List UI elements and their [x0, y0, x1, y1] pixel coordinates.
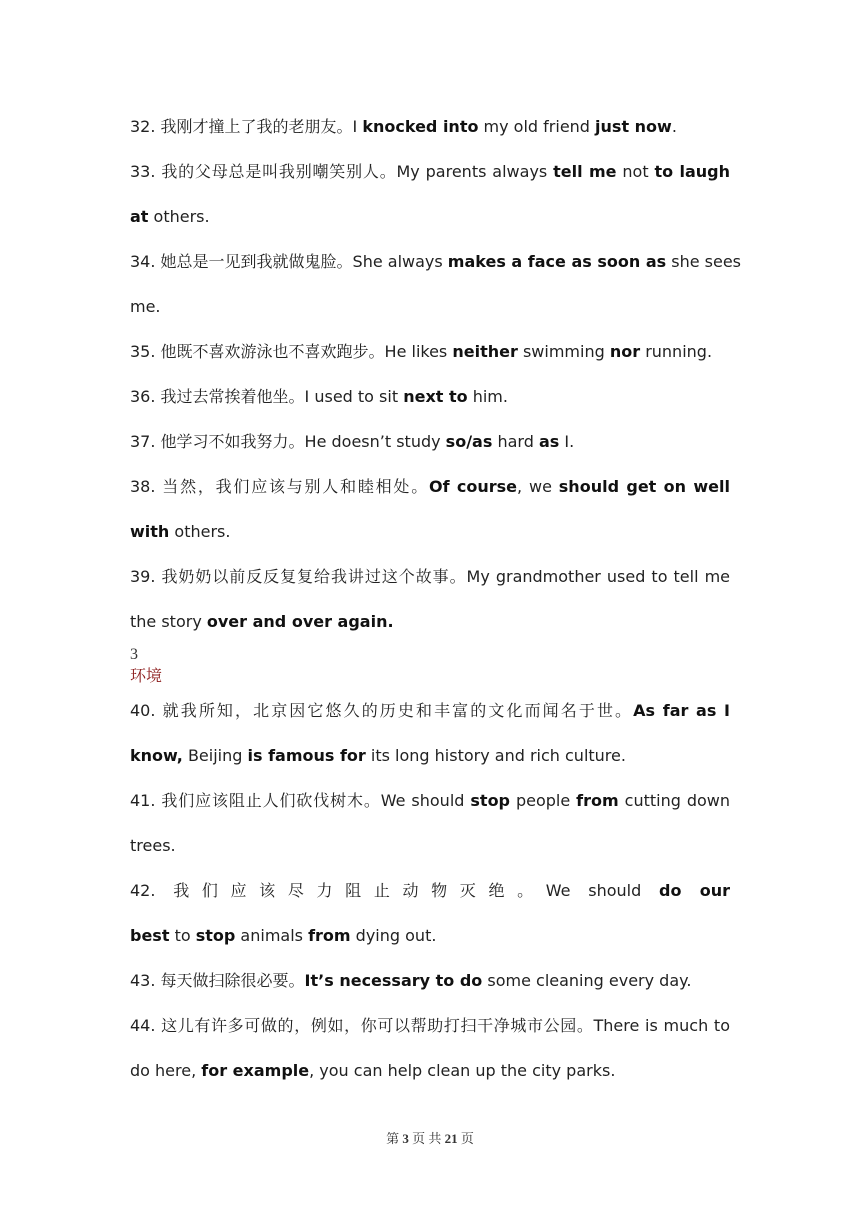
bold-phrase: for example [201, 1061, 310, 1080]
sentence-item [130, 104, 730, 149]
bold-phrase: knocked into [362, 117, 479, 136]
text-segment: 36. 我过去常挨着他坐。I used to sit [130, 387, 404, 406]
bold-phrase: at [130, 207, 149, 226]
sentence-item [130, 554, 730, 644]
text-segment: 44. 这儿有许多可做的，例如，你可以帮助打扫干净城市公园。There is much to [130, 1016, 730, 1035]
text-segment: 34. 她总是一见到我就做鬼脸。She always [130, 252, 448, 271]
bold-phrase: should get on well [558, 477, 730, 496]
bold-phrase: tell me [553, 162, 617, 181]
bold-phrase: best [130, 926, 170, 945]
bold-phrase: to laugh [654, 162, 730, 181]
text-segment: 39. 我奶奶以前反反复复给我讲过这个故事。My grandmother used to tell me [130, 567, 730, 586]
sentence-line [130, 374, 730, 419]
sentence-list-1 [130, 104, 741, 644]
sentence-line [130, 239, 741, 284]
text-segment: me. [130, 297, 161, 316]
text-segment: I. [559, 432, 575, 451]
sentence-line [130, 1048, 730, 1093]
sentence-line [130, 149, 730, 194]
text-segment: 35. 他既不喜欢游泳也不喜欢跑步。He likes [130, 342, 453, 361]
sentence-item [130, 1003, 730, 1093]
bold-phrase: do our [659, 881, 730, 900]
footer-prefix: 第 [386, 1131, 400, 1146]
sentence-line [130, 194, 730, 239]
text-segment: others. [148, 207, 210, 226]
bold-phrase: just now [595, 117, 672, 136]
sentence-line [130, 329, 730, 374]
sentence-line [130, 509, 730, 554]
text-segment: not [616, 162, 655, 181]
sentence-line [130, 778, 730, 823]
bold-phrase: nor [609, 342, 641, 361]
bold-phrase: with [130, 522, 170, 541]
text-segment: she sees [666, 252, 741, 271]
sentence-item [130, 688, 730, 778]
text-segment: running. [640, 342, 713, 361]
text-segment: others. [169, 522, 231, 541]
text-segment: trees. [130, 836, 176, 855]
text-segment: , we [517, 477, 559, 496]
sentence-line [130, 688, 730, 733]
bold-phrase: As far as I [633, 701, 730, 720]
text-segment: , you can help clean up the city parks. [309, 1061, 616, 1080]
section-heading [130, 644, 730, 688]
text-segment: cutting down [618, 791, 730, 810]
footer-suffix: 页 [460, 1131, 474, 1146]
text-segment: its long history and rich culture. [365, 746, 626, 765]
sentence-item [130, 329, 730, 374]
bold-phrase: over and over again. [206, 612, 394, 631]
text-segment: do here, [130, 1061, 202, 1080]
sentence-list-2 [130, 688, 730, 1093]
sentence-item [130, 778, 730, 868]
sentence-line [130, 913, 730, 958]
sentence-item [130, 149, 730, 239]
text-segment: 38. 当然，我们应该与别人和睦相处。 [130, 477, 429, 496]
section-title: 环境 [130, 668, 163, 685]
text-segment: Beijing [182, 746, 248, 765]
page-footer [0, 1128, 860, 1147]
bold-phrase: stop [470, 791, 511, 810]
text-segment: . [671, 117, 677, 136]
text-segment: him. [467, 387, 508, 406]
sentence-line [130, 464, 730, 509]
text-segment: 40. 就我所知，北京因它悠久的历史和丰富的文化而闻名于世。 [130, 701, 634, 720]
sentence-line [130, 958, 730, 1003]
sentence-line [130, 104, 730, 149]
bold-phrase: is famous for [247, 746, 366, 765]
text-segment: to [169, 926, 196, 945]
text-segment: 32. 我刚才撞上了我的老朋友。I [130, 117, 363, 136]
bold-phrase: It’s necessary to do [304, 971, 483, 990]
sentence-line [130, 823, 730, 868]
bold-phrase: from [576, 791, 619, 810]
bold-phrase: Of course [428, 477, 518, 496]
text-segment: people [510, 791, 577, 810]
page-content [130, 104, 741, 1093]
bold-phrase: so/as [445, 432, 493, 451]
sentence-line [130, 554, 730, 599]
text-segment: 43. 每天做扫除很必要。 [130, 971, 305, 990]
sentence-item [130, 239, 741, 329]
text-segment: 33. 我的父母总是叫我别嘲笑别人。My parents always [130, 162, 554, 181]
text-segment: 37. 他学习不如我努力。He doesn’t study [130, 432, 446, 451]
sentence-item [130, 419, 730, 464]
sentence-item [130, 464, 730, 554]
footer-middle: 页 共 [412, 1131, 442, 1146]
bold-phrase: stop [195, 926, 236, 945]
text-segment: swimming [517, 342, 610, 361]
text-segment: some cleaning every day. [482, 971, 692, 990]
sentence-line [130, 733, 730, 778]
sentence-item [130, 958, 730, 1003]
text-segment: the story [130, 612, 207, 631]
text-segment: animals [235, 926, 309, 945]
bold-phrase: as [538, 432, 560, 451]
sentence-item [130, 868, 730, 958]
sentence-line [130, 599, 730, 644]
bold-phrase: neither [452, 342, 518, 361]
footer-current-page: 3 [402, 1131, 409, 1146]
bold-phrase: know, [130, 746, 183, 765]
footer-total-pages: 21 [444, 1131, 458, 1146]
bold-phrase: makes a face as soon as [447, 252, 667, 271]
sentence-line [130, 1003, 730, 1048]
sentence-line [130, 284, 730, 329]
bold-phrase: from [308, 926, 351, 945]
text-segment: dying out. [350, 926, 437, 945]
text-segment: my old friend [478, 117, 596, 136]
sentence-item [130, 374, 730, 419]
sentence-line [130, 868, 730, 913]
sentence-line [130, 419, 730, 464]
text-segment: 41. 我们应该阻止人们砍伐树木。We should [130, 791, 471, 810]
text-segment: 42. 我们应该尽力阻止动物灭绝。We should [130, 881, 660, 900]
text-segment: hard [492, 432, 539, 451]
bold-phrase: next to [403, 387, 468, 406]
section-number: 3 [130, 646, 138, 663]
